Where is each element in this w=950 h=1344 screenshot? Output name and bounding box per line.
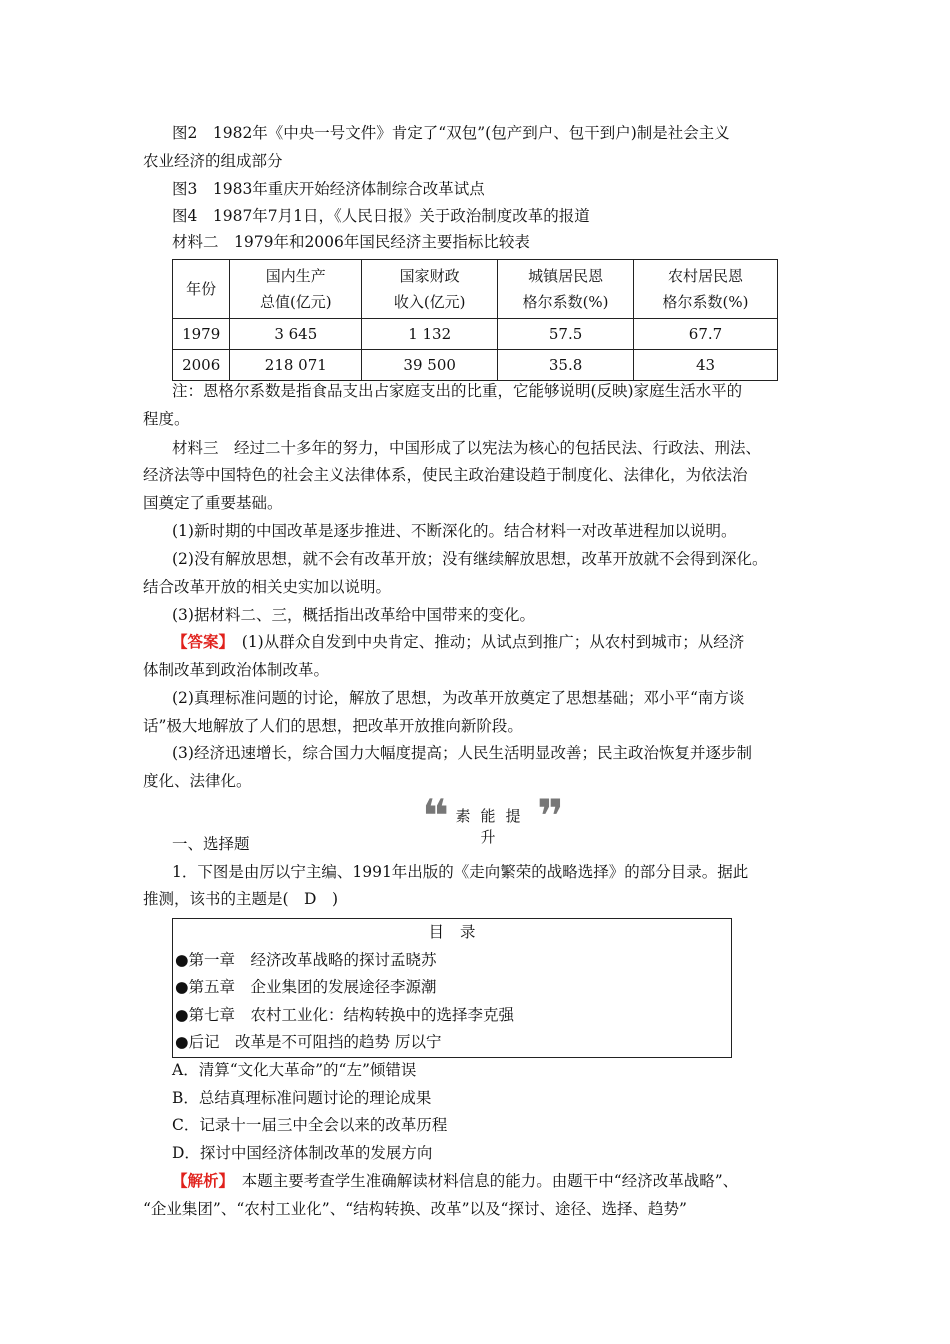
table-cell: 1 132 (362, 319, 498, 350)
answer-1-text: (1)从群众自发到中央肯定、推动；从试点到推广；从农村到城市；从经济 (226, 633, 745, 651)
question-3: (3)据材料二、三，概括指出改革给中国带来的变化。 (172, 606, 535, 624)
option-d: D．探讨中国经济体制改革的发展方向 (172, 1144, 433, 1162)
answer-label: 【答案】 (172, 632, 227, 651)
analysis-1-text: 本题主要考查学生准确解读材料信息的能力。由题干中“经济改革战略”、 (226, 1172, 739, 1190)
answer-2-cont: 话”极大地解放了人们的思想，把改革开放推向新阶段。 (143, 717, 523, 735)
table-cell: 3 645 (230, 319, 362, 350)
list-item: ●第七章 农村工业化：结构转换中的选择李克强 (175, 1005, 515, 1024)
material-3-para-cont: 经济法等中国特色的社会主义法律体系，使民主政治建设趋于制度化、法律化，为依法治 (143, 466, 748, 484)
choice-question-1-cont: 推测，该书的主题是( D ) (143, 890, 339, 908)
material-3-para-end: 国奠定了重要基础。 (143, 494, 283, 512)
table-cell: 57.5 (498, 319, 634, 350)
list-item: ●第一章 经济改革战略的探讨孟晓苏 (175, 950, 437, 969)
economic-indicators-table (172, 259, 778, 381)
table-cell: 43 (634, 350, 778, 381)
table-cell: 39 500 (362, 350, 498, 381)
table-cell: 218 071 (230, 350, 362, 381)
table-header-row (173, 260, 778, 319)
answer-3-cont: 度化、法律化。 (143, 772, 252, 790)
table-row (173, 319, 778, 350)
list-item: ●第五章 企业集团的发展途径李源潮 (175, 978, 437, 997)
table-cell: 1979 (173, 319, 230, 350)
figure-2-caption-cont: 农业经济的组成部分 (143, 152, 283, 170)
choice-question-1: 1．下图是由厉以宁主编、1991年出版的《走向繁荣的战略选择》的部分目录。据此 (172, 863, 749, 881)
section-banner (422, 789, 564, 846)
table-note: 注：恩格尔系数是指食品支出占家庭支出的比重，它能够说明(反映)家庭生活水平的 (172, 382, 743, 400)
analysis-1 (172, 1170, 738, 1192)
table-header-cell: 国内生产 总值(亿元) (230, 260, 362, 319)
table-cell: 67.7 (634, 319, 778, 350)
table-note-cont: 程度。 (143, 410, 190, 428)
answer-2: (2)真理标准问题的讨论，解放了思想，为改革开放奠定了思想基础；邓小平“南方谈 (172, 689, 745, 707)
table-header-cell: 城镇居民恩 格尔系数(%) (498, 260, 634, 319)
figure-2-caption: 图2 1982年《中央一号文件》肯定了“双包”(包产到户、包干到户)制是社会主义 (172, 124, 730, 142)
table-header-cell: 年份 (173, 260, 230, 319)
question-2: (2)没有解放思想，就不会有改革开放；没有继续解放思想，改革开放就不会得到深化。 (172, 550, 768, 568)
table-cell: 35.8 (498, 350, 634, 381)
material-3-para: 材料三 经过二十多年的努力，中国形成了以宪法为核心的包括民法、行政法、刑法、 (172, 439, 762, 457)
option-a: A．清算“文化大革命”的“左”倾错误 (172, 1061, 417, 1079)
toc-title: 目录 (428, 923, 492, 941)
figure-4-caption: 图4 1987年7月1日，《人民日报》关于政治制度改革的报道 (172, 207, 590, 225)
table-header-cell: 国家财政 收入(亿元) (362, 260, 498, 319)
answer-1-cont: 体制改革到政治体制改革。 (143, 661, 330, 679)
answer-3: (3)经济迅速增长，综合国力大幅度提高；人民生活明显改善；民主政治恢复并逐步制 (172, 744, 752, 762)
material-2-title: 材料二 1979年和2006年国民经济主要指标比较表 (172, 233, 530, 251)
section-banner-title: 素能提升 (455, 807, 531, 846)
figure-3-caption: 图3 1983年重庆开始经济体制综合改革试点 (172, 180, 485, 198)
open-quote-icon: ❝ (422, 789, 449, 843)
answer-1 (172, 631, 744, 653)
table-cell: 2006 (173, 350, 230, 381)
question-1: (1)新时期的中国改革是逐步推进、不断深化的。结合材料一对改革进程加以说明。 (172, 522, 737, 540)
question-2-cont: 结合改革开放的相关史实加以说明。 (143, 578, 392, 596)
table-of-contents-box (172, 918, 732, 1058)
table-row (173, 350, 778, 381)
table-header-cell: 农村居民恩 格尔系数(%) (634, 260, 778, 319)
option-b: B．总结真理标准问题讨论的理论成果 (172, 1089, 432, 1107)
close-quote-icon: ❞ (537, 789, 564, 843)
list-item: ●后记 改革是不可阻挡的趋势 厉以宁 (175, 1033, 442, 1052)
option-c: C．记录十一届三中全会以来的改革历程 (172, 1116, 448, 1134)
analysis-2: “企业集团”、“农村工业化”、“结构转换、改革”以及“探讨、途径、选择、趋势” (143, 1200, 687, 1218)
section-heading: 一、选择题 (172, 835, 250, 853)
analysis-label: 【解析】 (172, 1171, 227, 1190)
